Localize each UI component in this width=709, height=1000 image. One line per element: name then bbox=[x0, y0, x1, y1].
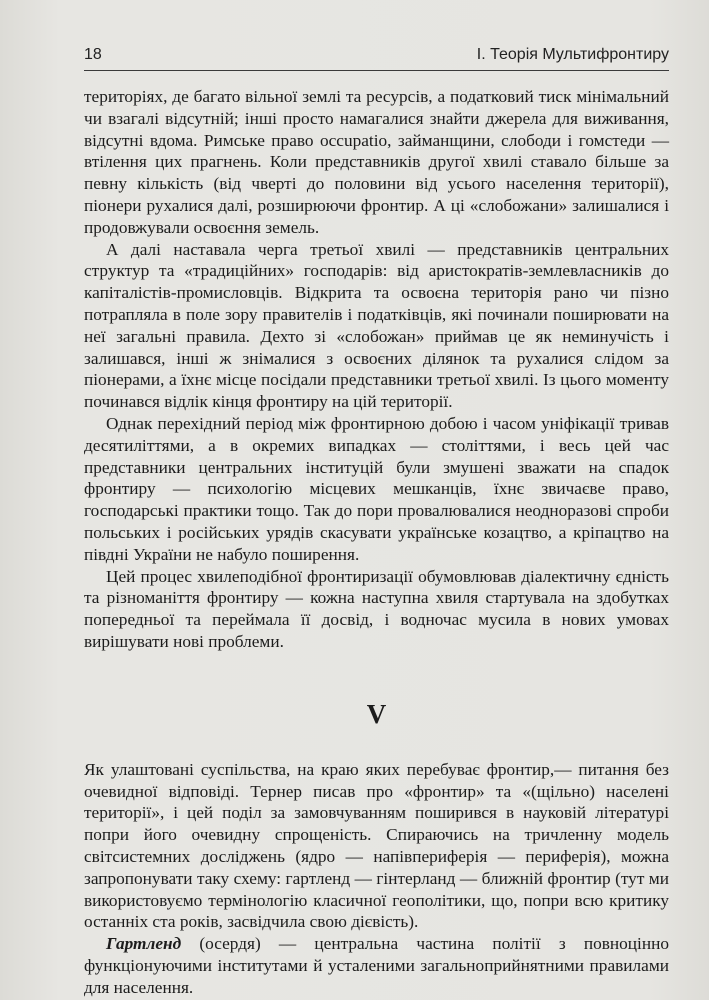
paragraph-wave-process: Цей процес хвилеподібної фронтиризації обумовлював діалектичну єдність та різноманіття фронтиру — кожна наступна хвиля стартувала на здобутках попередньої та переймала її досвід, і водночас мусила в нових умовах вирішувати нові проблеми. bbox=[84, 566, 669, 651]
body-text bbox=[84, 86, 669, 998]
term-definition: (осердя) — центральна частина політії з повноцінно функціонуючими інститутами й усталеними загальноприйнятними правилами для населення. bbox=[84, 934, 669, 997]
section-intro-paragraph: Як улаштовані суспільства, на краю яких перебуває фронтир,— питання без очевидної відповіді. Тернер писав про «фронтир» та «(щільно) населені території», і цей поділ за замовчуванням поширився в науковій літературі попри його очевидну спрощеність. Спираючись на тричленну модель світсистемних досліджень (ядро — напівпериферія — периферія), можна запропонувати таку схему: гартленд — гінтерланд — ближній фронтир (тут ми використовуємо термінологію класичної геополітики, що, попри всю критику останніх ста років, засвідчила свою дієвість). bbox=[84, 759, 669, 932]
page-header bbox=[84, 40, 669, 71]
definition-paragraph bbox=[84, 933, 669, 998]
running-title: І. Теорія Мультифронтиру bbox=[476, 46, 669, 63]
section-heading: V bbox=[366, 698, 387, 729]
paragraph-continued: територіях, де багато вільної землі та ресурсів, а податковий тиск мінімальний чи взагалі відсутній; інші просто намагалися знайти джерела для виживання, відсутні вдома. Римське право occupatio, займанщини, слободи і гомстеди — втілення цих прагнень. Коли представників другої хвилі ставало більше за певну кількість (від чверті до половини від усього населення території), піонери рухалися далі, розширюючи фронтир. А ці «слобожани» залишалися і продовжували освоєння земель. bbox=[84, 87, 669, 237]
term-heartland: Гартленд bbox=[106, 934, 182, 954]
paragraph-third-wave: А далі наставала черга третьої хвилі — представників центральних структур та «традиційних» господарів: від аристократів-землевласників до капіталістів-промисловців. Відкрита та освоєна територія рано чи пізно потрапляла в поле зору правителів і податківців, які починали поширювати на неї загальні правила. Дехто зі «слобожан» приймав це як неминучість і залишався, інші ж знімалися з освоєних ділянок та рухалися слідом за піонерами, а їхнє місце посідали представники третьої хвилі. Із цього моменту починався відлік кінця фронтиру на цій території. bbox=[84, 239, 669, 412]
page-number: 18 bbox=[84, 46, 102, 63]
paragraph-transition: Однак перехідний період між фронтирною добою і часом уніфікації тривав десятиліттями, а в окремих випадках — століттями, і весь цей час представники центральних інституцій були змушені зважати на спадок фронтиру — психологію місцевих мешканців, їхнє звичаєве право, господарські практики тощо. Так до пори провалювалися неодноразові спроби польських і російських урядів скасувати українське козацтво, а кріпацтво на півдні України не набуло поширення. bbox=[84, 413, 669, 564]
